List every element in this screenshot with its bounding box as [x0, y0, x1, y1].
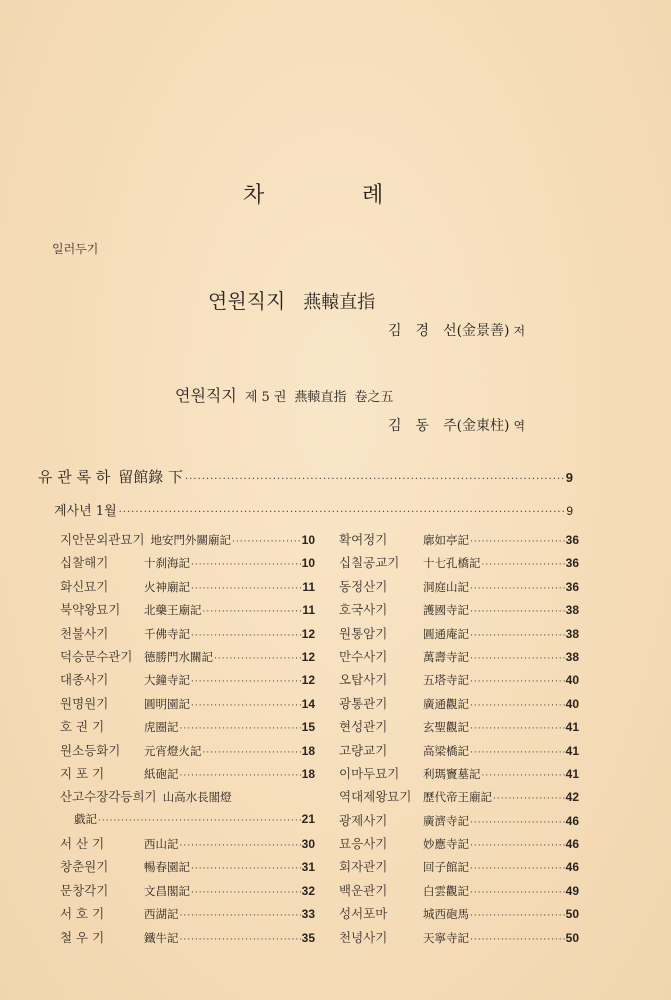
page-number: 9 [566, 504, 573, 518]
entry-title-han: 白雲觀記 [423, 883, 469, 898]
toc-column-left [60, 530, 315, 951]
page-number: 41 [565, 766, 579, 781]
toc-entry[interactable] [339, 717, 579, 740]
leader-dots [191, 560, 301, 570]
toc-section[interactable]: 계사년 1월 ····· 9 [54, 500, 573, 519]
page-number: 10 [301, 556, 315, 571]
entry-title-han: 鐵牛記 [144, 930, 179, 945]
entry-title-han: 回子館記 [423, 860, 469, 875]
entry-title-han: 暢春園記 [144, 860, 190, 875]
work-title: 연원직지 燕轅直指 [208, 289, 376, 313]
entry-title-ko: 십찰해기 [60, 555, 109, 571]
leader-dots [203, 607, 302, 617]
leader-dots [191, 677, 301, 687]
entry-title-han: 護國寺記 [423, 603, 469, 618]
toc-entry[interactable] [60, 904, 315, 927]
leader-dots [470, 864, 565, 874]
entry-title-han: 大鐘寺記 [144, 673, 190, 688]
entry-title-ko: 천불사기 [60, 625, 109, 641]
entry-title-han: 妙應寺記 [423, 837, 469, 852]
toc-entry[interactable] [60, 694, 315, 717]
entry-title-ko: 호 권 기 [60, 719, 105, 735]
entry-title-ko: 십칠공교기 [339, 555, 400, 571]
entry-title-ko: 호국사기 [339, 602, 388, 618]
leader-dots [180, 935, 301, 945]
entry-title-ko: 산고수장각등희기 [60, 789, 157, 805]
entry-title-han: 廣通觀記 [423, 696, 469, 711]
entry-title-ko: 확여정기 [339, 532, 388, 547]
entry-title-han: 城西砲馬 [423, 907, 469, 922]
entry-title-ko: 백운관기 [339, 882, 388, 898]
page-number: 46 [565, 837, 579, 852]
page-number: 40 [565, 696, 579, 711]
entry-title-han: 圓明園記 [144, 696, 190, 711]
page-number: 11 [302, 579, 315, 594]
leader-dots [180, 771, 301, 781]
preface-link[interactable]: 일러두기 [52, 242, 99, 256]
leader-dots [470, 631, 565, 641]
toc-entry[interactable] [60, 530, 315, 553]
page-number: 35 [301, 930, 315, 945]
entry-title-han: 洞庭山記 [423, 579, 469, 594]
toc-entry[interactable] [60, 600, 315, 623]
toc-entry[interactable] [339, 857, 579, 880]
toc-entry[interactable] [339, 881, 579, 904]
entry-title-han: 元宵燈火記 [144, 743, 202, 758]
leader-dots [203, 748, 301, 758]
entry-title-ko: 현성관기 [339, 719, 388, 735]
page-number: 46 [565, 813, 579, 828]
toc-entry[interactable] [60, 834, 315, 857]
page-number: 40 [565, 673, 579, 688]
entry-title-ko: 광통관기 [339, 695, 388, 711]
leader-dots [470, 654, 565, 664]
entry-title-han: 紙砲記 [144, 766, 179, 781]
page-number: 12 [301, 673, 315, 688]
page-number: 30 [301, 837, 315, 852]
entry-title-ko: 성서포마 [339, 906, 388, 922]
toc-entry[interactable] [339, 577, 579, 600]
toc-entry[interactable] [339, 741, 579, 764]
page-number: 42 [565, 790, 579, 805]
leader-dots [470, 818, 565, 828]
toc-entry[interactable] [60, 857, 315, 880]
leader-dots [191, 584, 301, 594]
entry-title-ko: 지 포 기 [60, 765, 105, 781]
entry-title-ko: 고량교기 [339, 742, 388, 758]
leader-dots [470, 677, 565, 687]
entry-title-han: 萬壽寺記 [423, 649, 469, 664]
leader-dots [180, 841, 301, 851]
toc-entry[interactable] [339, 764, 579, 787]
leader-dots [482, 771, 565, 781]
leader-dots [470, 701, 565, 711]
page-number: 38 [565, 649, 579, 664]
entry-title-han: 十七孔橋記 [423, 556, 481, 571]
page-number: 18 [301, 766, 315, 781]
leader-dots [470, 888, 565, 898]
toc-entry[interactable] [339, 787, 579, 810]
page-number: 38 [565, 626, 579, 641]
entry-title-han: 德勝門水關記 [144, 649, 213, 664]
entry-title-ko: 천녕사기 [339, 929, 388, 945]
toc-entry[interactable] [60, 553, 315, 576]
entry-title-ko: 철 우 기 [60, 929, 105, 945]
page-number: 50 [565, 930, 579, 945]
page-number: 10 [301, 533, 315, 547]
entry-title-han: 虎圈記 [144, 720, 179, 735]
entry-title-ko: 화신묘기 [60, 578, 109, 594]
entry-title-ko: 서 호 기 [60, 906, 105, 922]
entry-title-han: 地安門外關廟記 [150, 533, 232, 547]
entry-title-han: 高梁橋記 [423, 743, 469, 758]
toc-entry[interactable] [60, 647, 315, 670]
toc-entry[interactable] [339, 530, 579, 553]
author-line: 김 경 선(金景善) 저 [388, 323, 526, 339]
toc-entry[interactable] [60, 577, 315, 600]
leader-dots [470, 911, 565, 921]
entry-title-ko: 지안문외관묘기 [60, 532, 145, 547]
entry-title-ko: 회자관기 [339, 859, 388, 875]
entry-title-ko: 서 산 기 [60, 836, 105, 852]
leader-dots [185, 474, 564, 485]
leader-dots [180, 911, 301, 921]
entry-title-ko: 북약왕묘기 [60, 602, 121, 618]
toc-chapter[interactable]: 유 관 록 하 留館錄 下 ····· 9 [38, 466, 573, 487]
entry-title-han: 廓如亭記 [423, 533, 469, 547]
leader-dots [191, 701, 301, 711]
page-number: 41 [565, 720, 579, 735]
leader-dots [493, 794, 565, 804]
entry-title-ko: 원명원기 [60, 695, 109, 711]
entry-title-han: 廣濟寺記 [423, 813, 469, 828]
entry-title-ko: 만수사기 [339, 648, 388, 664]
entry-title-han: 五塔寺記 [423, 673, 469, 688]
leader-dots [470, 841, 565, 851]
entry-title-han: 十刹海記 [144, 556, 190, 571]
page-number: 15 [301, 720, 315, 735]
toc-entry[interactable] [339, 694, 579, 717]
toc-entry[interactable] [339, 670, 579, 693]
page-number: 18 [301, 743, 315, 758]
page-number: 46 [565, 860, 579, 875]
page-number: 12 [301, 649, 315, 664]
leader-dots [214, 654, 301, 664]
entry-title-han: 文昌閣記 [144, 883, 190, 898]
toc-entry[interactable] [339, 600, 579, 623]
page-number: 49 [565, 883, 579, 898]
entry-title-ko: 대종사기 [60, 672, 109, 688]
toc-entry[interactable] [60, 787, 315, 810]
leader-dots [470, 584, 565, 594]
toc-entry[interactable] [60, 881, 315, 904]
entry-title-han: 西山記 [144, 837, 179, 852]
toc-entry[interactable] [60, 928, 315, 951]
toc-entry[interactable] [60, 741, 315, 764]
toc-entry[interactable] [339, 553, 579, 576]
leader-dots [470, 724, 565, 734]
entry-title-han: 天寧寺記 [423, 930, 469, 945]
entry-title-han: 利瑪竇墓記 [423, 766, 481, 781]
page-number: 14 [301, 696, 315, 711]
toc-entry[interactable] [60, 670, 315, 693]
page-number: 38 [565, 603, 579, 618]
entry-title-ko: 묘응사기 [339, 836, 388, 852]
page-number: 31 [301, 860, 315, 875]
entry-title-ko: 원소등화기 [60, 742, 121, 758]
leader-dots [482, 560, 565, 570]
leader-dots [191, 864, 301, 874]
entry-title-ko: 창춘원기 [60, 859, 109, 875]
toc-entry[interactable] [339, 904, 579, 927]
leader-dots [191, 888, 301, 898]
page-number: 21 [301, 811, 315, 826]
entry-title-ko: 역대제왕묘기 [339, 789, 412, 805]
toc-entry[interactable] [60, 764, 315, 787]
entry-title-han: 火神廟記 [144, 579, 190, 594]
entry-title-han: 戱記 [74, 811, 97, 826]
page-number: 36 [565, 556, 579, 571]
toc-entry[interactable] [339, 624, 579, 647]
toc-entry[interactable] [339, 647, 579, 670]
page-number: 50 [565, 907, 579, 922]
page-number: 36 [565, 579, 579, 594]
entry-title-ko: 동정산기 [339, 578, 388, 594]
entry-title-han: 千佛寺記 [144, 626, 190, 641]
volume-title: 연원직지 제 5 권 燕轅直指 卷之五 [175, 386, 394, 405]
entry-title-han: 北藥王廟記 [144, 603, 202, 618]
page-number: 36 [565, 533, 579, 547]
leader-dots [470, 537, 565, 547]
toc-entry[interactable] [60, 624, 315, 647]
page-number: 11 [302, 603, 315, 618]
leader-dots [470, 607, 565, 617]
toc-entry[interactable] [339, 834, 579, 857]
entry-title-han: 西湖記 [144, 907, 179, 922]
translator-line: 김 동 주(金東柱) 역 [388, 418, 526, 434]
leader-dots [119, 507, 565, 518]
leader-dots [232, 537, 301, 547]
entry-title-ko: 덕승문수관기 [60, 648, 133, 664]
entry-title-han: 玄聖觀記 [423, 720, 469, 735]
entry-title-ko: 광제사기 [339, 812, 388, 828]
toc-entry[interactable] [339, 928, 579, 951]
leader-dots [191, 631, 301, 641]
entry-title-han: 歷代帝王廟記 [423, 790, 492, 805]
entry-title-ko: 원통암기 [339, 625, 388, 641]
leader-dots [180, 724, 301, 734]
page-number: 32 [301, 883, 315, 898]
entry-title-ko: 문창각기 [60, 882, 109, 898]
toc-entry[interactable] [339, 811, 579, 834]
toc-entry[interactable] [60, 717, 315, 740]
page-number: 41 [565, 743, 579, 758]
page-number: 12 [301, 626, 315, 641]
entry-title-ko: 이마두묘기 [339, 765, 400, 781]
leader-dots [470, 748, 565, 758]
entry-title-han: 圓通庵記 [423, 626, 469, 641]
page-number: 33 [301, 907, 315, 922]
toc-column-right [339, 530, 579, 951]
leader-dots [470, 935, 565, 945]
entry-title-han: 山高水長閣燈 [162, 790, 232, 805]
entry-title-ko: 오탑사기 [339, 672, 388, 688]
leader-dots [98, 816, 301, 826]
toc-entry[interactable] [60, 811, 315, 834]
page-number: 9 [565, 470, 573, 485]
